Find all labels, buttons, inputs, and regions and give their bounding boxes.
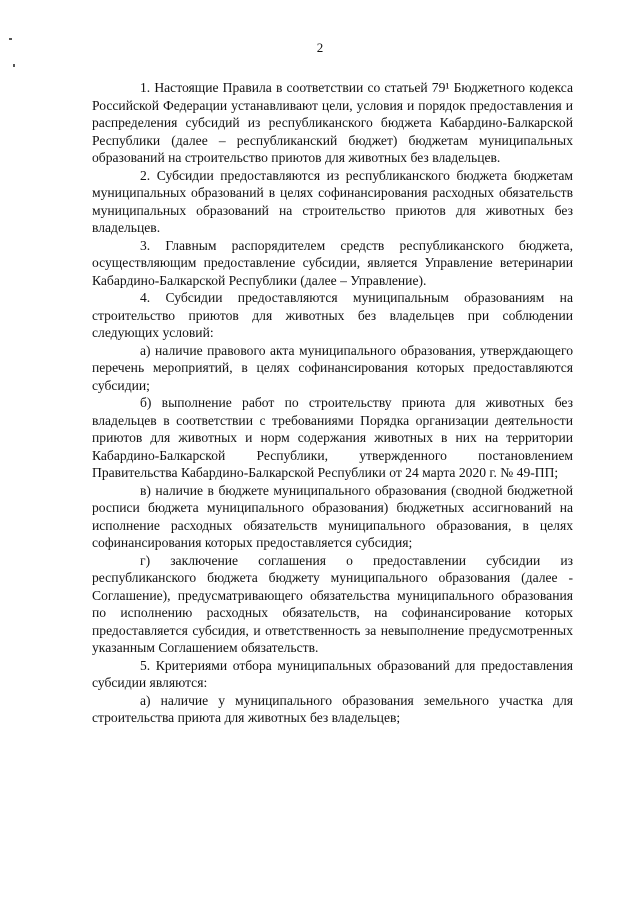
paragraph-4a: а) наличие правового акта муниципального образования, утверждающего перечень мероприятий, в целях софинансирования которых предоставляются субсидии;	[92, 342, 573, 393]
paragraph-5: 5. Критериями отбора муниципальных образований для предоставления субсидии являются:	[92, 657, 573, 690]
paragraph-2: 2. Субсидии предоставляются из республиканского бюджета бюджетам муниципальных образований в целях софинансирования расходных обязательств муниципальных образований на строительство приютов для животных без владельцев.	[92, 167, 573, 235]
paragraph-4c: в) наличие в бюджете муниципального образования (сводной бюджетной росписи бюджета муниципального образования) бюджетных ассигнований на исполнение расходных обязательств муниципального образования, в целях софинансирования которых предоставляется субсидия;	[92, 482, 573, 550]
paragraph-1: 1. Настоящие Правила в соответствии со статьей 79¹ Бюджетного кодекса Российской Федерации устанавливают цели, условия и порядок предоставления и распределения субсидий из республиканского бюджета Кабардино-Балкарской Республики (далее – республиканский бюджет) бюджетам муниципальных образований на строительство приютов для животных без владельцев.	[92, 80, 573, 165]
document-body	[92, 79, 573, 727]
paragraph-4d: г) заключение соглашения о предоставлении субсидии из республиканского бюджета бюджету муниципального образования (далее - Соглашение), предусматривающего обязательства муниципального образования по исполнению расходных обязательств, на софинансирование которых предоставляется субсидия, и ответственность за невыполнение предусмотренных указанным Соглашением обязательств.	[92, 552, 573, 655]
paragraph-4b: б) выполнение работ по строительству приюта для животных без владельцев в соответствии с требованиями Порядка организации деятельности приютов для животных и норм содержания животных в них на территории Кабардино-Балкарской Республики, утвержденного постановлением Правительства Кабардино-Балкарской Республики от 24 марта 2020 г. № 49-ПП;	[92, 395, 573, 480]
page-number: 2	[316, 40, 324, 55]
paragraph-3: 3. Главным распорядителем средств республиканского бюджета, осуществляющим предоставление субсидии, является Управление ветеринарии Кабардино-Балкарской Республики (далее – Управление).	[92, 237, 573, 288]
paragraph-4: 4. Субсидии предоставляются муниципальным образованиям на строительство приютов для животных без владельцев при соблюдении следующих условий:	[92, 290, 573, 340]
paragraph-5a: а) наличие у муниципального образования земельного участка для строительства приюта для животных без владельцев;	[92, 692, 573, 725]
scan-artifact-mark	[13, 64, 15, 67]
